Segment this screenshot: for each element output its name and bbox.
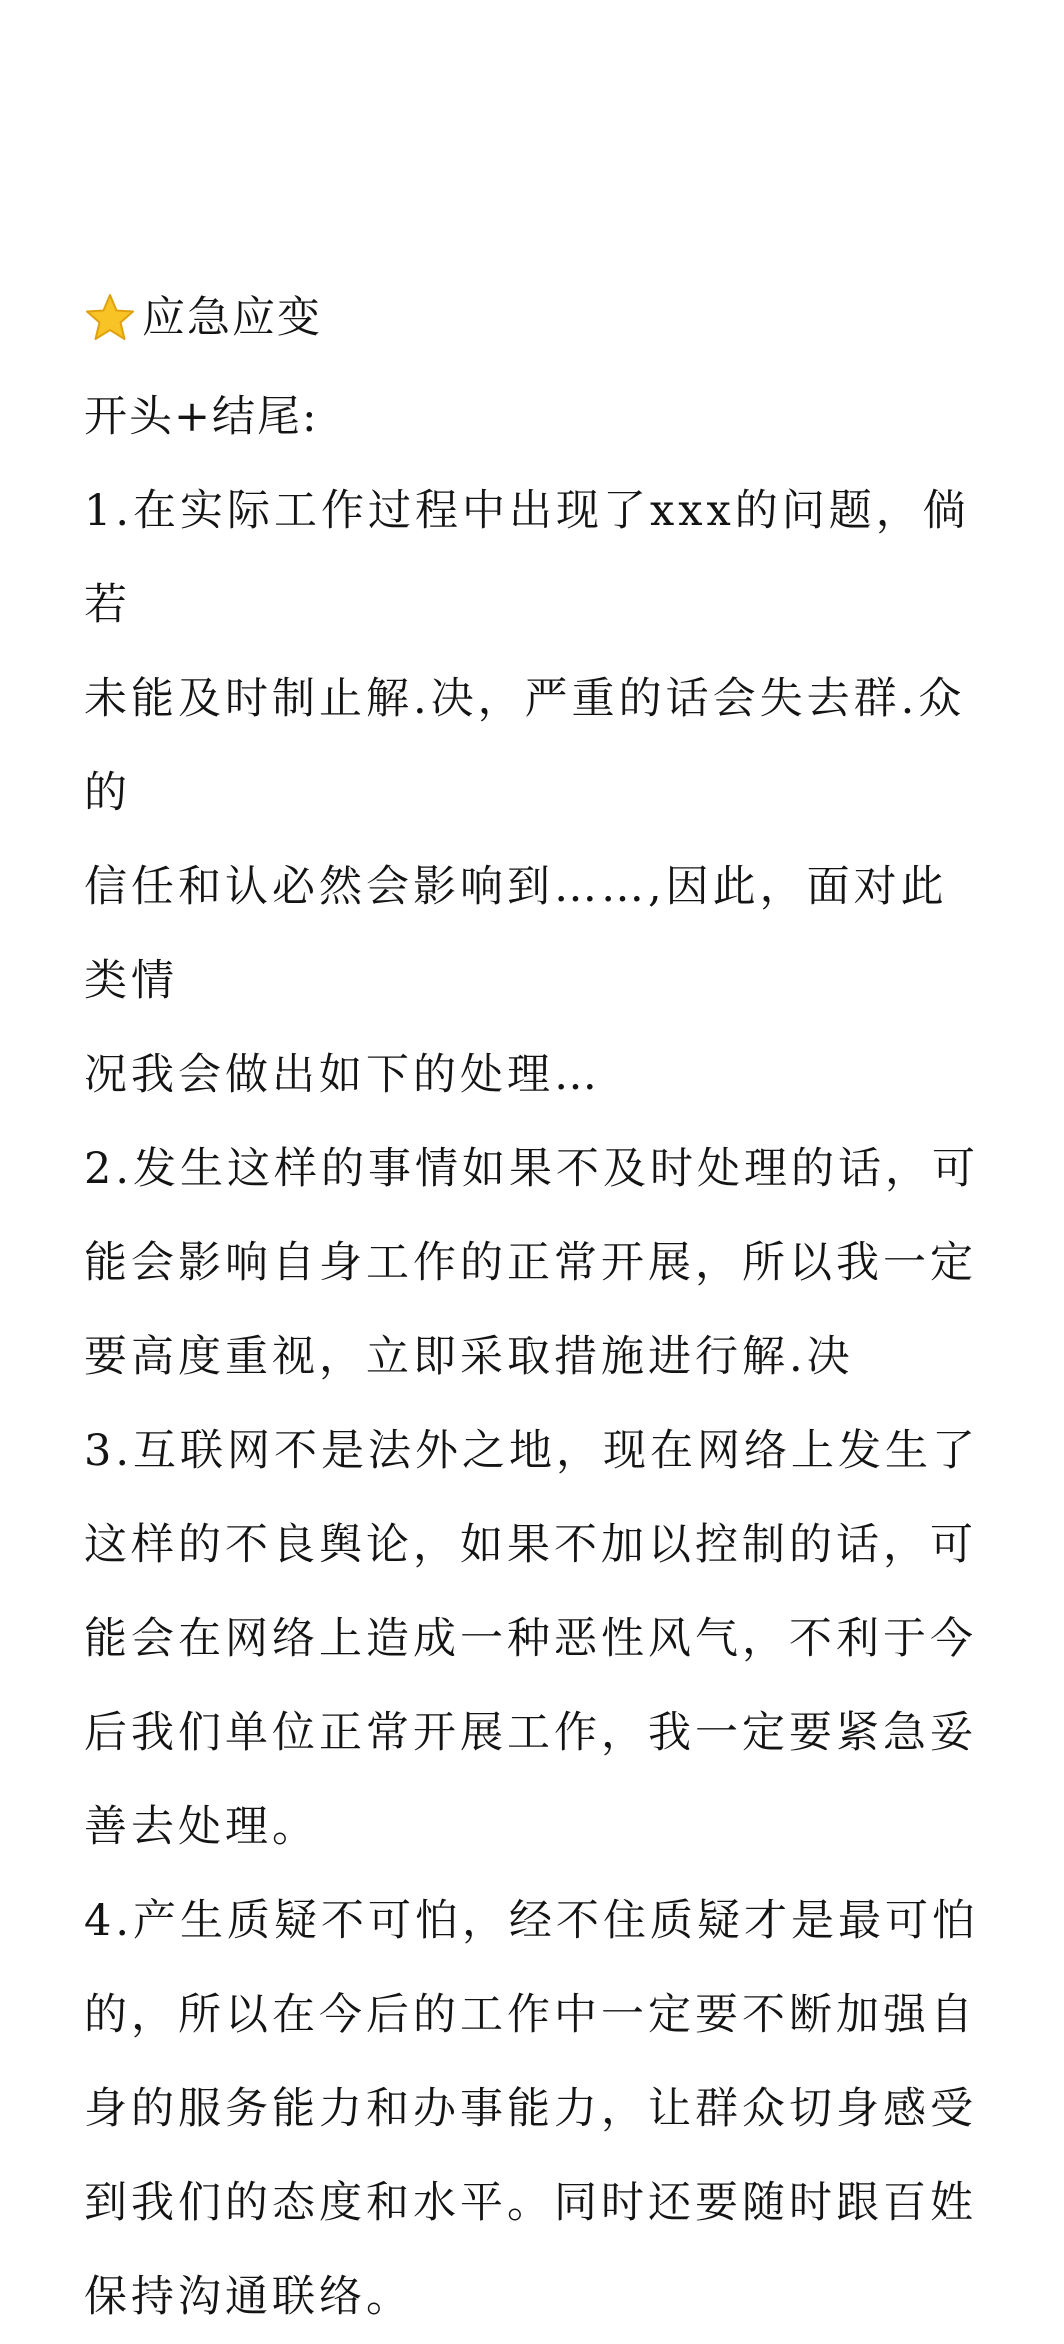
section-title: 应急应变	[142, 293, 322, 343]
document-content	[84, 282, 984, 2344]
star-icon	[84, 292, 136, 344]
list-item: 3.互联网不是法外之地，现在网络上发生了 这样的不良舆论，如果不加以控制的话，可 能会在网络上造成一种恶性风气，不利于今 后我们单位正常开展工作，我一定要紧急妥 善去处理。	[84, 1426, 980, 1852]
subtitle: 开头+结尾:	[84, 392, 319, 442]
list-item: 4.产生质疑不可怕，经不住质疑才是最可怕 的，所以在今后的工作中一定要不断加强自 身的服务能力和办事能力，让群众切身感受 到我们的态度和水平。同时还要随时跟百姓 保持沟通联络。	[84, 1896, 980, 2322]
list-item: 2.发生这样的事情如果不及时处理的话，可 能会影响自身工作的正常开展，所以我一定 要高度重视，立即采取措施进行解.决	[84, 1144, 980, 1382]
list-item: 1.在实际工作过程中出现了xxx的问题，倘若 未能及时制止解.决，严重的话会失去群.众的 信任和认必然会影响到……,因此，面对此类情 况我会做出如下的处理…	[84, 486, 970, 1100]
section-heading	[84, 282, 984, 354]
